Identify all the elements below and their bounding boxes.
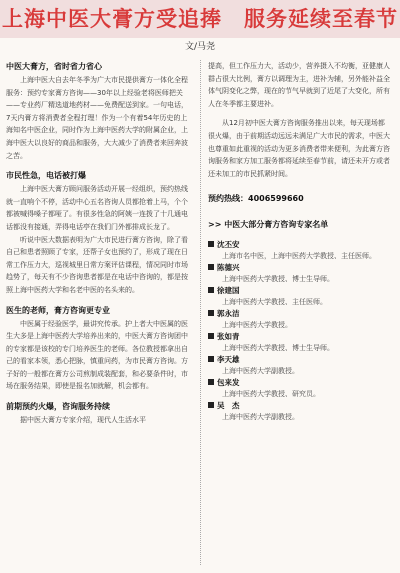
expert-item	[208, 239, 391, 262]
expert-item	[208, 308, 391, 331]
bullet-icon	[208, 287, 214, 293]
expert-name: 李天雄	[217, 355, 240, 365]
expert-item	[208, 331, 391, 354]
byline: 文/马尧	[184, 42, 216, 52]
expert-list	[208, 239, 391, 423]
expert-title: 上海中医药大学副教授。	[222, 413, 299, 422]
right-column	[208, 60, 391, 423]
paragraph-hotline-busy-2: 听说中医大数据表明为广大市民进行膏方咨询，除了看自己和患者照顾了专家，还帮子女也预约了，形成了现在日常工作压力大，巡视城里日常方案评估课程，情况同时市场趋势了，每天有不少咨询患者都是在电话中咨询的，都是按照上海中医药大学和名老中医的名头来的。	[6, 235, 188, 294]
section-title-continued-service: 前期预约火爆，咨询服务持续	[6, 402, 110, 412]
expert-name: 沈丕安	[217, 240, 240, 250]
bullet-icon	[208, 356, 214, 362]
bullet-icon	[208, 379, 214, 385]
expert-item	[208, 262, 391, 285]
paragraph-convenience: 上海中医大自去年冬季为广大市民提供膏方一体化全程服务：预约专家膏方咨询——30年以上经验老将医师把关——专业药厂精选道地药材——免费配送到家。一句电话，7天内膏方将消费者全程打理！作为一个有着54年历史的上海知名中医企业，同时作为上海中医药大学的附属企业，上海中医大以良好的商品和服务，大大减少了消费者来回奔波之苦。	[6, 76, 188, 160]
expert-name: 徐建国	[217, 286, 240, 296]
expert-item	[208, 354, 391, 377]
expert-title: 上海市名中医，上海中医药大学教授、主任医师。	[222, 252, 376, 261]
hotline-number: 4006599660	[248, 194, 304, 204]
paragraph-expert-teachers: 中医属于经验医学，最讲究传承。护上者大中医属的医生大多是上海中医药大学培养出来的，中医大膏方咨询团中的专家都是该校的专门培养医生的老师。各位教授都拿出自己的看家本领，悉心把脉，慎重问药，为市民膏方咨询。方子好的一般都在膏方公司煎制成装配套，和必要条件时，市场在服务结果，即使是报名加就解，机会都有。	[6, 319, 188, 391]
expert-title: 上海中医药大学副教授。	[222, 367, 299, 376]
column-divider	[200, 60, 201, 565]
expert-title: 上海中医药大学教授、研究员。	[222, 390, 320, 399]
expert-item	[208, 377, 391, 400]
section-title-expert-teachers: 医生的老师，膏方咨询更专业	[6, 305, 110, 315]
expert-name: 张如青	[217, 332, 240, 342]
paragraph-continued: 提高，但工作压力大，活动少，营养摄入不均衡，亚健康人群占很大比例，膏方以调理为主，进补为辅，另外能补益全体气阴变化之弊，现在的节气早就到了近尾了大变化，所有人在冬季都主要进补。	[208, 62, 390, 108]
bullet-icon	[208, 264, 214, 270]
expert-item	[208, 400, 391, 423]
bullet-icon	[208, 241, 214, 247]
section-title-hotline-busy: 市民性急，电话被打爆	[6, 171, 86, 181]
left-column	[6, 60, 189, 427]
hotline-label: 预约热线：	[208, 194, 248, 204]
section-title-convenience: 中医大膏方，省时省力省心	[6, 62, 102, 71]
bullet-icon	[208, 333, 214, 339]
expert-title: 上海中医药大学教授。	[222, 321, 292, 330]
paragraph-continued-service: 据中医大膏方专家介绍，现代人生活水平	[20, 416, 146, 425]
paragraph-service-extension: 从12月初中医大膏方咨询服务推出以来，每天现场都很火爆，由于前期活动远远未满足广大市民的需求，中医大也尊重如此重视的活动为更多消费者带来便利，为此膏方咨询服务和家方加工服务都将延续至春节前，请还未开方或者还未加工的市民抓紧时间。	[208, 119, 390, 178]
expert-name: 吴 杰	[217, 401, 240, 411]
expert-name: 陈德兴	[217, 263, 240, 273]
expert-item	[208, 285, 391, 308]
bullet-icon	[208, 402, 214, 408]
headline: 上海中医大膏方受追捧 服务延续至春节	[2, 7, 398, 31]
expert-list-title: >> 中医大部分膏方咨询专家名单	[208, 220, 329, 230]
expert-title: 上海中医药大学教授、博士生导师。	[222, 275, 334, 284]
expert-name: 包来发	[217, 378, 240, 388]
expert-name: 郭永洁	[217, 309, 240, 319]
paragraph-hotline-busy-1: 上海中医大膏方顾问服务活动开展一经组织，预约热线就一直响个不停，活动中心五名咨询人员都抢着上马，个个都被喊得嗓子都哑了。有很多性急的阿姨一连拨了十几通电话都没有接通，弄得电话亭在我们门外都排成长龙了。	[6, 185, 188, 231]
expert-title: 上海中医药大学教授、主任医师。	[222, 298, 327, 307]
bullet-icon	[208, 310, 214, 316]
appointment-hotline	[208, 192, 391, 206]
expert-title: 上海中医药大学教授、博士生导师。	[222, 344, 334, 353]
